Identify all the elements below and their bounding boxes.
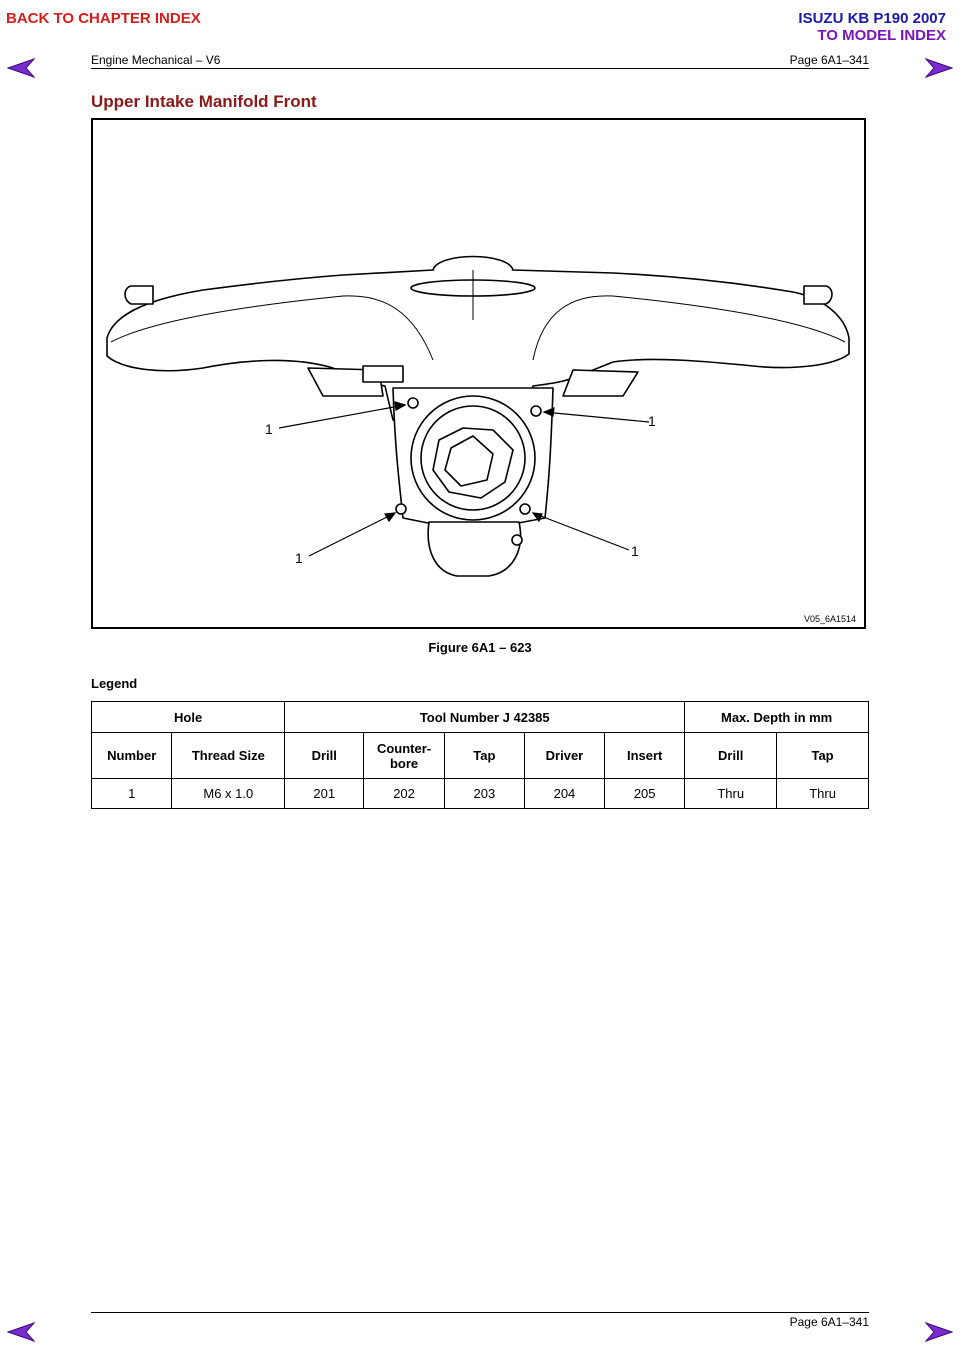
figure-frame (91, 118, 866, 629)
section-title: Upper Intake Manifold Front (91, 92, 317, 111)
previous-page-arrow-bottom-icon[interactable] (6, 1320, 36, 1344)
col-header-depth-tap: Tap (777, 733, 869, 779)
col-header-insert: Insert (605, 733, 685, 779)
callout-bottom-right: 1 (631, 543, 639, 559)
figure-image-code: V05_6A1514 (803, 614, 856, 624)
cell-driver: 204 (524, 779, 604, 809)
cell-number: 1 (92, 779, 172, 809)
header-page-number: Page 6A1–341 (789, 53, 869, 67)
cell-depth-tap: Thru (777, 779, 869, 809)
group-header-tool-number: Tool Number J 42385 (285, 702, 685, 733)
intake-manifold-drawing (93, 120, 864, 627)
back-to-chapter-index-link[interactable]: BACK TO CHAPTER INDEX (6, 10, 201, 27)
tool-table (91, 701, 869, 809)
cell-depth-drill: Thru (685, 779, 777, 809)
footer-rule (91, 1312, 869, 1313)
table-row (92, 779, 869, 809)
next-page-arrow-icon[interactable] (924, 56, 954, 80)
cell-counterbore: 202 (364, 779, 445, 809)
cell-drill: 201 (285, 779, 364, 809)
cell-insert: 205 (605, 779, 685, 809)
footer-page-number: Page 6A1–341 (789, 1315, 869, 1329)
cell-tap: 203 (444, 779, 524, 809)
callout-top-left: 1 (265, 421, 273, 437)
callout-top-right: 1 (648, 413, 656, 429)
table-column-header-row (92, 733, 869, 779)
callout-bottom-left: 1 (295, 550, 303, 566)
header-section-name: Engine Mechanical – V6 (91, 53, 221, 67)
group-header-hole: Hole (92, 702, 285, 733)
col-header-counterbore (364, 733, 445, 779)
cell-thread-size: M6 x 1.0 (172, 779, 285, 809)
model-title (798, 10, 946, 44)
col-header-number: Number (92, 733, 172, 779)
model-title-text: ISUZU KB P190 2007 (798, 10, 946, 27)
col-header-counterbore-text: Counter-bore (376, 740, 432, 771)
col-header-depth-drill: Drill (685, 733, 777, 779)
table-group-header-row (92, 702, 869, 733)
figure-caption: Figure 6A1 – 623 (428, 640, 532, 655)
to-model-index-link[interactable]: TO MODEL INDEX (817, 27, 946, 44)
next-page-arrow-bottom-icon[interactable] (924, 1320, 954, 1344)
group-header-max-depth: Max. Depth in mm (685, 702, 869, 733)
col-header-driver: Driver (524, 733, 604, 779)
col-header-tap: Tap (444, 733, 524, 779)
legend-label: Legend (91, 676, 138, 691)
header-rule (91, 68, 869, 69)
col-header-drill: Drill (285, 733, 364, 779)
previous-page-arrow-icon[interactable] (6, 56, 36, 80)
col-header-thread-size: Thread Size (172, 733, 285, 779)
